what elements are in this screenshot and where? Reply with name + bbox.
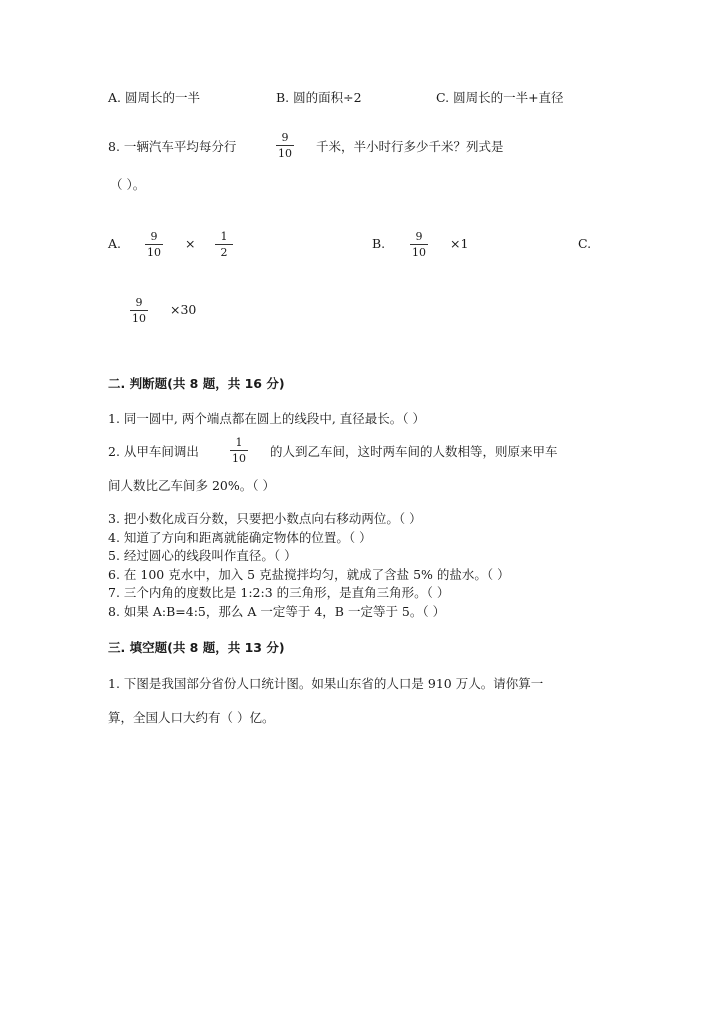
fraction-numerator: 1 (235, 436, 243, 449)
q8-option-b-tail: ×1 (450, 236, 469, 251)
judge-item-1: 1. 同一圆中, 两个端点都在圆上的线段中, 直径最长。（ ） (108, 411, 426, 426)
fraction-numerator: 1 (220, 230, 228, 243)
judge-item-2-rest: 的人到乙车间，这时两车间的人数相等，则原来甲车 (270, 444, 558, 459)
fraction-bar (215, 244, 233, 245)
q8-option-b-label: B. (372, 236, 386, 251)
q8-suffix: 千米，半小时行多少千米？列式是 (316, 139, 504, 154)
fraction-denominator: 10 (278, 147, 292, 160)
fraction-denominator: 10 (412, 246, 426, 259)
judge-item-5: 5. 经过圆心的线段叫作直径。（ ） (108, 548, 297, 563)
section-2-title: 二. 判断题(共 8 题，共 16 分) (108, 376, 285, 391)
fraction-bar (130, 310, 148, 311)
fraction-denominator: 10 (132, 312, 146, 325)
fraction-denominator: 10 (232, 452, 246, 465)
q8-option-a-label: A. (108, 236, 122, 251)
judge-item-6: 6. 在 100 克水中，加入 5 克盐搅拌均匀，就成了含盐 5% 的盐水。（ ） (108, 567, 510, 582)
fraction-bar (145, 244, 163, 245)
q8-answer-blank: （ ）。 (110, 177, 146, 192)
q8-fraction (276, 131, 294, 160)
fill-q1-line2: 算，全国人口大约有（ ）亿。 (108, 710, 275, 725)
fraction-bar (276, 145, 294, 146)
q8-option-a-fraction-1 (145, 230, 163, 259)
q7-option-a: A. 圆周长的一半 (108, 90, 200, 105)
fraction-bar (410, 244, 428, 245)
q8-option-b-fraction (410, 230, 428, 259)
fraction-numerator: 9 (415, 230, 423, 243)
judge-item-2-prefix: 2. 从甲车间调出 (108, 444, 199, 459)
fraction-denominator: 2 (220, 246, 228, 259)
q8-option-c-fraction (130, 296, 148, 325)
judge-item-3: 3. 把小数化成百分数，只要把小数点向右移动两位。（ ） (108, 511, 422, 526)
judge-item-2-fraction (230, 436, 248, 465)
fraction-numerator: 9 (150, 230, 158, 243)
judge-item-8: 8. 如果 A:B=4:5，那么 A 一定等于 4，B 一定等于 5。（ ） (108, 604, 446, 619)
q8-option-c-label: C. (578, 236, 592, 251)
q8-option-a-fraction-2 (215, 230, 233, 259)
judge-item-4: 4. 知道了方向和距离就能确定物体的位置。（ ） (108, 530, 372, 545)
fraction-numerator: 9 (135, 296, 143, 309)
judge-item-2-line2: 间人数比乙车间多 20%。（ ） (108, 478, 275, 493)
q8-option-a-times: × (185, 236, 196, 251)
q8-option-c-tail: ×30 (170, 302, 197, 317)
judge-item-7: 7. 三个内角的度数比是 1:2:3 的三角形，是直角三角形。（ ） (108, 585, 450, 600)
q7-option-b: B. 圆的面积÷2 (276, 90, 362, 105)
fraction-numerator: 9 (281, 131, 289, 144)
q7-option-c: C. 圆周长的一半+直径 (436, 90, 564, 105)
fraction-denominator: 10 (147, 246, 161, 259)
fraction-bar (230, 450, 248, 451)
fill-q1-line1: 1. 下图是我国部分省份人口统计图。如果山东省的人口是 910 万人。请你算一 (108, 676, 544, 691)
q8-prefix: 8. 一辆汽车平均每分行 (108, 139, 237, 154)
section-3-title: 三. 填空题(共 8 题，共 13 分) (108, 640, 285, 655)
